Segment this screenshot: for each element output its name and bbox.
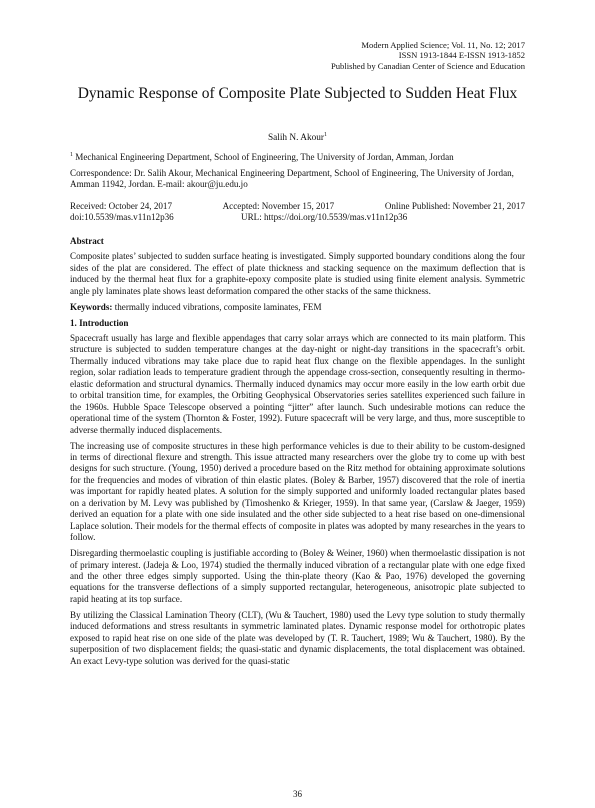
published-date: Online Published: November 21, 2017 xyxy=(384,200,525,211)
doi-text: doi:10.5539/mas.v11n12p36 xyxy=(70,212,174,223)
doi-row xyxy=(70,212,525,223)
keywords xyxy=(70,302,525,313)
paper-body xyxy=(70,150,525,672)
affiliation xyxy=(70,150,525,163)
intro-paragraph-2: The increasing use of composite structures in these high performance vehicles is due to their ability to be custom-designed in terms of directional flexure and strength. This issue attracted many researchers over the globe try to come up with best designs for such structure. (Young, 1950) derived a procedure based on the Ritz method for obtaining approximate solutions for the frequencies and modes of vibration of thin elastic plates. (Boley & Barber, 1957) discovered that the role of inertia was important for rapidly heated plates. A solution for the simply supported and uniformly loaded rectangular plates based on a derivation by M. Levy was published by (Timoshenko & Krieger, 1959). In that same year, (Carslaw & Jaeger, 1959) derived an equation for a plate with one side insulated and the other side subjected to a heat rise based on one-dimensional Laplace solution. Their models for the thermal effects of composite in plates was adopted by many researches in the years to follow. xyxy=(70,440,525,543)
keywords-label: Keywords: xyxy=(70,301,113,312)
journal-issn: ISSN 1913-1844 E-ISSN 1913-1852 xyxy=(398,50,525,61)
correspondence: Correspondence: Dr. Salih Akour, Mechanical Engineering Department, School of Engineering, The University of Jordan, Amman 11942, Jordan. E-mail: akour@ju.edu.jo xyxy=(70,167,514,190)
affiliation-marker: 1 xyxy=(70,152,73,158)
introduction-heading: 1. Introduction xyxy=(70,317,129,328)
intro-paragraph-4: By utilizing the Classical Lamination Theory (CLT), (Wu & Tauchert, 1980) used the Levy type solution to study thermally induced deformations and stress resultants in symmetric laminated plates. Dynamic response model for orthotropic plates exposed to rapid heat rise on one side of the plate was developed by (T. R. Tauchert, 1989; Wu & Tauchert, 1980). By the superposition of two displacement fields; the quasi-static and dynamic displacements, the total displacement was obtained. An exact Levy-type solution was derived for the quasi-static xyxy=(70,609,525,666)
journal-publisher: Published by Canadian Center of Science and Education xyxy=(330,60,525,71)
journal-header xyxy=(265,40,525,71)
abstract-text: Composite plates’ subjected to sudden surface heating is investigated. Simply supported boundary conditions along the four sides of the plat are considered. The effect of plate thickness and stacking sequence on the maximum deflection that is induced by the thermal heat flux for a graphite-epoxy composite plate is studied using finite element analysis. Symmetric angle ply laminates plate shows least deformation compared the other stacks of the same thickness. xyxy=(70,251,525,296)
journal-citation: Modern Applied Science; Vol. 11, No. 12; 2017 xyxy=(361,40,525,50)
intro-paragraph-3: Disregarding thermoelastic coupling is justifiable according to (Boley & Weiner, 1960) when thermoelastic dissipation is not of primary interest. (Jadeja & Loo, 1974) studied the thermally induced vibration of a rectangular plate with one edge fixed and the other three edges simply supported. Using the thin-plate theory (Kao & Pao, 1976) developed the governing equations for the transverse deflections of a simply supported rectangular, heterogeneous, anisotropic plate subjected to rapid heating at its top surface. xyxy=(70,548,525,604)
paper-title: Dynamic Response of Composite Plate Subjected to Sudden Heat Flux xyxy=(77,85,518,102)
affiliation-text: Mechanical Engineering Department, School of Engineering, The University of Jordan, Amman, Jordan xyxy=(73,152,454,163)
page-number: 36 xyxy=(293,789,302,799)
doi-url: URL: https://doi.org/10.5539/mas.v11n12p36 xyxy=(241,212,408,223)
received-date: Received: October 24, 2017 xyxy=(70,200,173,211)
keywords-text: thermally induced vibrations, composite laminates, FEM xyxy=(112,301,322,312)
accepted-date: Accepted: November 15, 2017 xyxy=(222,200,335,211)
author-affiliation-marker: 1 xyxy=(324,132,328,138)
abstract-heading: Abstract xyxy=(70,235,104,246)
dates-row xyxy=(70,201,525,212)
author-line xyxy=(70,130,525,144)
author-name: Salih N. Akour xyxy=(267,133,325,144)
intro-paragraph-1: Spacecraft usually has large and flexible appendages that carry solar arrays which are connected to its main platform. This structure is subjected to sudden temperature changes at the day-night or night-day transitions in the spacecraft’s orbit. Thermally induced vibrations may take place due to rapid heat flux change on the flexible appendages. In the sunlight region, solar radiation leads to temperature gradient through the appendage cross-section, consequently resulting in thermo-elastic deformation and structural dynamics. Thermally induced dynamics may occur more easily in the low earth orbit due to orbital transition time, for examples, the Orbiting Geophysical Observatories series satellites experienced such failure in the 1960s. Hubble Space Telescope observed a pointing “jitter” after launch. Such undesirable motions can reduce the operational time of the system (Thornton & Foster, 1992). Future spacecraft will be very large, and thus, more susceptible to adverse thermally induced displacements. xyxy=(70,332,525,435)
